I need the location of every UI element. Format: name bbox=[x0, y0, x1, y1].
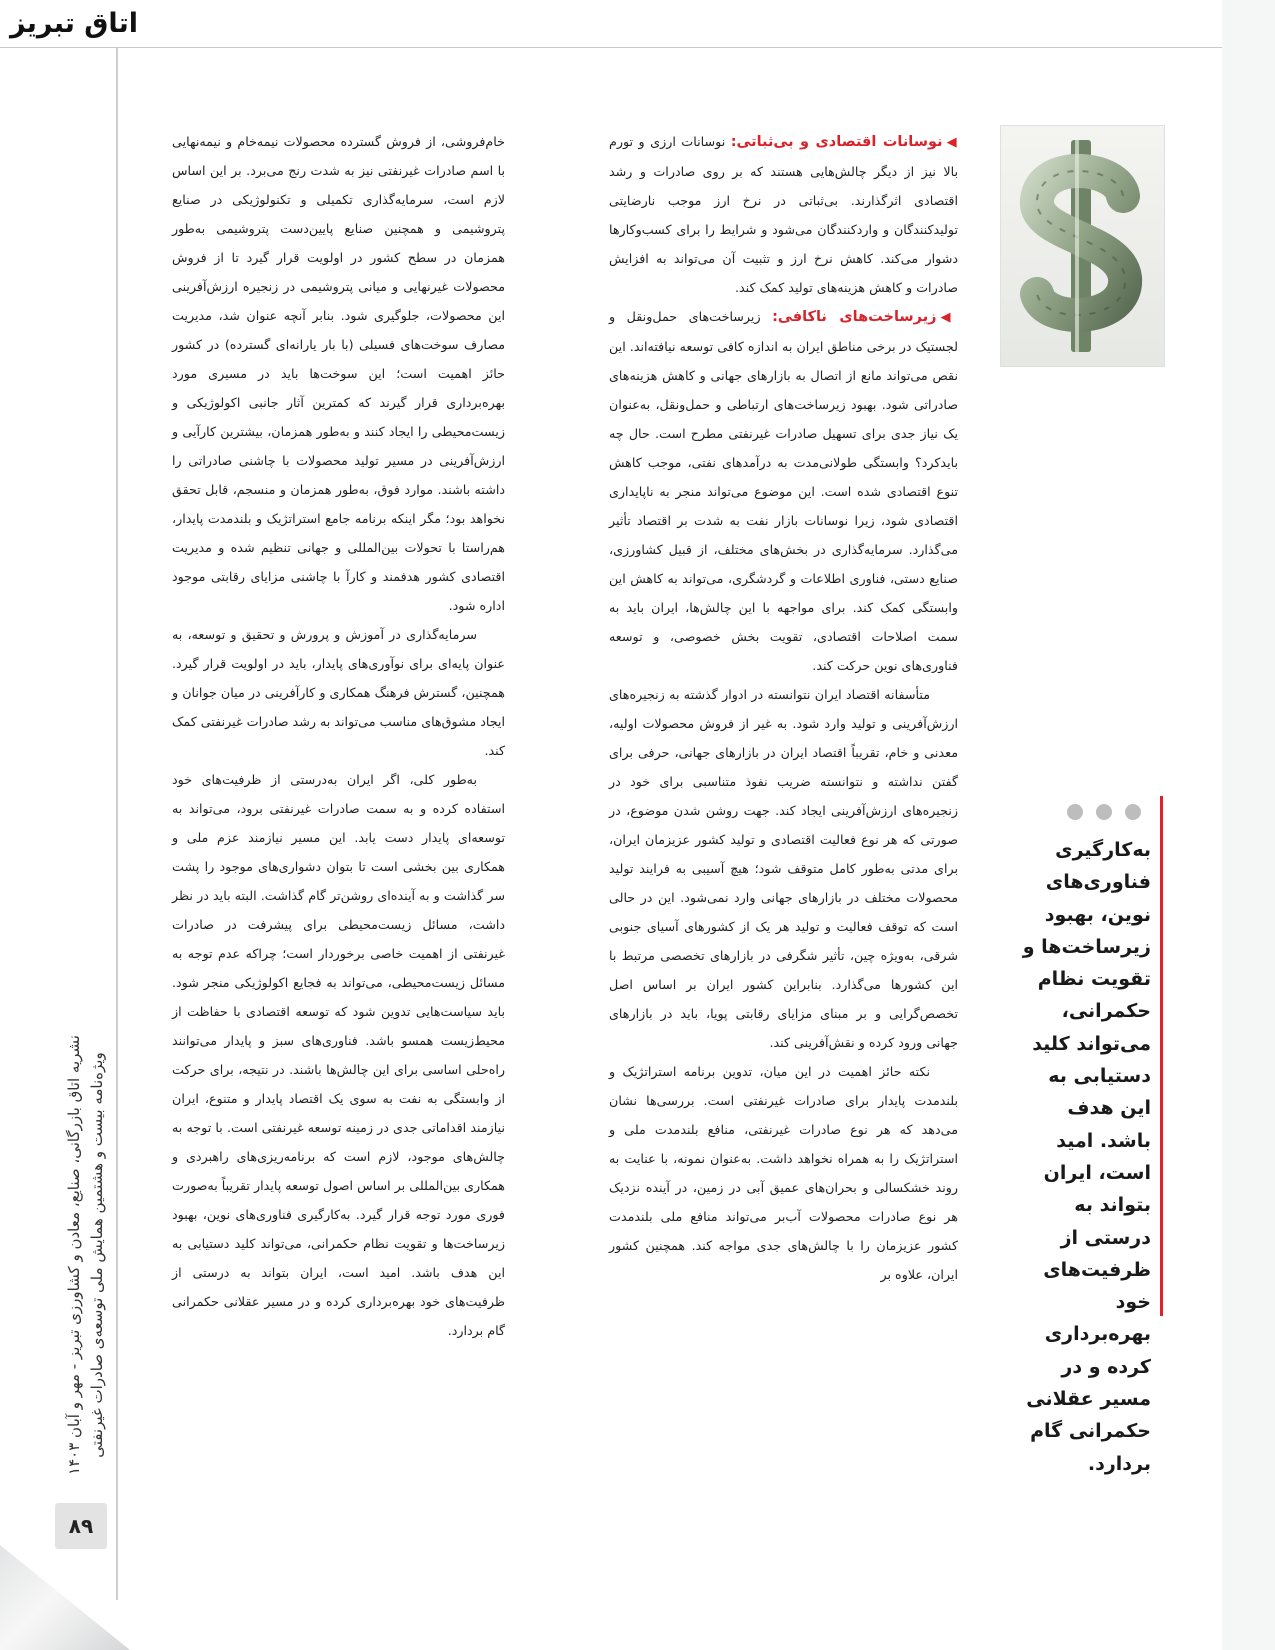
subheading: نوسانات اقتصادی و بی‌ثباتی: bbox=[730, 134, 943, 150]
sidebar-credit bbox=[63, 1035, 109, 1475]
paragraph: خام‌فروشی، از فروش گسترده محصولات نیمه‌خام و نیمه‌نهایی با اسم صادرات غیرنفتی نیز به شدت رنج می‌برد. بر این اساس لازم است، سرمایه‌گذاری تکمیلی و تکنولوژیکی در صنایع پتروشیمی و همچنین صنایع پایین‌دست پتروشیمی به‌طور همزمان در سطح کشور در اولویت قرار گیرد تا از فروش محصولات غیرنهایی و میانی پتروشیمی در زنجیره ارزش‌آفرینی این محصولات، جلوگیری شود. بنابر آنچه عنوان شد، مدیریت مصارف سوخت‌های فسیلی (با بار یارانه‌ای گسترده) در کشور حائز اهمیت است؛ این سوخت‌ها باید در مسیری مورد بهره‌برداری قرار گیرند که کمترین آثار جانبی اکولوژیکی و زیست‌محیطی را ایجاد کنند و به‌طور همزمان، بیشترین کارآیی و ارزش‌آفرینی در مسیر تولید محصولات با چاشنی صادراتی را داشته باشند. موارد فوق، به‌طور همزمان و منسجم، قابل تحقق نخواهد بود؛ مگر اینکه برنامه جامع استراتژیک و بلندمدت پایدار، هم‌راستا با تحولات بین‌المللی و جهانی تنظیم شده و مدیریت اقتصادی کشور هدفمند و کارآ با چاشنی مزایای رقابتی موجود اداره شود. bbox=[172, 134, 505, 613]
paragraph bbox=[609, 302, 958, 680]
paragraph-text: زیرساخت‌های حمل‌ونقل و لجستیک در برخی مناطق ایران به اندازه کافی توسعه نیافته‌اند. این نقص می‌تواند مانع از اتصال به بازارهای جهانی و کاهش هزینه‌های صادراتی شود. بهبود زیرساخت‌های ارتباطی و حمل‌ونقل، به‌عنوان یک نیاز جدی برای تسهیل صادرات غیرنفتی مطرح است. حال چه بایدکرد؟ وابستگی طولانی‌مدت به درآمدهای نفتی، موجب کاهش تنوع اقتصادی شده است. این موضوع می‌تواند منجر به ناپایداری اقتصادی شود، زیرا نوسانات بازار نفت به شدت بر اقتصاد تأثیر می‌گذارد. سرمایه‌گذاری در بخش‌های مختلف، از قبیل کشاورزی، صنایع دستی، فناوری اطلاعات و گردشگری، می‌تواند به کاهش این وابستگی کمک کند. برای مواجهه با این چالش‌ها، ایران باید به سمت اصلاحات اقتصادی، تقویت بخش خصوصی، و توسعه فناوری‌های نوین حرکت کند. bbox=[609, 309, 958, 673]
decorative-dots bbox=[1067, 804, 1141, 820]
article-column-left bbox=[172, 127, 505, 1345]
paragraph bbox=[609, 127, 958, 302]
dot-icon bbox=[1125, 804, 1141, 820]
credit-line-1: نشریه اتاق بازرگانی، صنایع، معادن و کشاورزی تبریز - مهر و آبان ۱۴۰۳ bbox=[65, 1035, 83, 1475]
arrow-bullet-icon: ◀ bbox=[940, 310, 958, 325]
paragraph: به‌طور کلی، اگر ایران به‌درستی از ظرفیت‌های خود استفاده کرده و به سمت صادرات غیرنفتی برود، می‌تواند به توسعه‌ای پایدار دست یابد. این مسیر نیازمند عزم ملی و همکاری بین بخشی است تا بتوان دشواری‌های موجود را پشت سر گذاشت و به آینده‌ای روشن‌تر گام گذاشت. البته باید در نظر داشت، مسائل زیست‌محیطی برای پیشرفت در صادرات غیرنفتی از اهمیت خاصی برخوردار است؛ چراکه عدم توجه به مسائل زیست‌محیطی، می‌تواند به فجایع اکولوژیکی منجر شود. باید سیاست‌هایی تدوین شود که توسعه اقتصادی با حفاظت از محیط‌زیست همسو باشد. فناوری‌های سبز و پایدار می‌توانند راه‌حلی اساسی برای این چالش‌ها باشند. در نتیجه، برای حرکت از وابستگی به نفت به سوی یک اقتصاد پایدار و متنوع، ایران نیازمند اقداماتی جدی در زمینه توسعه غیرنفتی است. با توجه به چالش‌های موجود، لازم است که برنامه‌ریزی‌های راهبردی و همکاری بین‌المللی بر اساس اصول توسعه پایدار تقریباً به‌صورت فوری مورد توجه قرار گیرد. به‌کارگیری فناوری‌های نوین، بهبود زیرساخت‌ها و تقویت نظام حکمرانی، می‌تواند کلید دستیابی به این هدف باشد. امید است، ایران بتواند به درستی از ظرفیت‌های خود بهره‌برداری کرده و در مسیر عقلانی حکمرانی گام بردارد. bbox=[172, 772, 505, 1338]
page-number: ۸۹ bbox=[55, 1503, 107, 1549]
paragraph: متأسفانه اقتصاد ایران نتوانسته در ادوار گذشته به زنجیره‌های ارزش‌آفرینی و تولید وارد شود. به غیر از فروش محصولات اولیه، معدنی و خام، تقریباً اقتصاد ایران در بازارهای جهانی، حرفی برای گفتن نداشته و نتوانسته ضریب نفوذ متناسبی برای خود در زنجیره‌های ارزش‌آفرینی ایجاد کند. جهت روشن شدن موضوع، در صورتی که هر نوع فعالیت اقتصادی و تولید کشور عزیزمان ایران، برای مدتی به‌طور کامل متوقف شود؛ هیچ آسیبی به فرایند تولید محصولات مختلف در بازارهای جهانی وارد نمی‌شود. این در حالی است که توقف فعالیت و تولید هر یک از کشورهای آسیای جنوبی شرقی، به‌ویژه چین، تأثیر شگرفی در بازارهای تخصصی مرتبط با این کشورها می‌گذارد. بنابراین کشور ایران بر اساس اصل تخصص‌گرایی و بر مبنای مزایای رقابتی پویا، باید در بازارهای جهانی ورود کرده و نقش‌آفرینی کند. bbox=[609, 687, 958, 1050]
article-column-middle bbox=[609, 127, 958, 1289]
paragraph: سرمایه‌گذاری در آموزش و پرورش و تحقیق و توسعه، به عنوان پایه‌ای برای نوآوری‌های پایدار، باید در اولویت قرار گیرد. همچنین، گسترش فرهنگ همکاری و کارآفرینی در میان جوانان و ایجاد مشوق‌های مناسب می‌تواند به رشد صادرات غیرنفتی کمک کند. bbox=[172, 627, 505, 758]
sidebar-divider bbox=[116, 48, 118, 1600]
arrow-bullet-icon: ◀ bbox=[946, 135, 958, 150]
header-divider bbox=[0, 47, 1222, 48]
dot-icon bbox=[1067, 804, 1083, 820]
magazine-title: اتاق تبریز bbox=[10, 8, 138, 39]
credit-line-2: ویژه‌نامه بیست و هشتمین همایش ملی توسعه‌ی صادرات غیرنفتی bbox=[88, 1052, 106, 1458]
dollar-sign-money-icon bbox=[1000, 125, 1165, 367]
paragraph: نکته حائز اهمیت در این میان، تدوین برنامه استراتژیک و بلندمدت پایدار برای صادرات غیرنفتی است. بررسی‌ها نشان می‌دهد که هر نوع صادرات غیرنفتی، منافع بلندمدت ملی و استراتژیک را به همراه نخواهد داشت. به‌عنوان نمونه، با عنایت به روند خشکسالی و بحران‌های عمیق آبی در زمین، در آینده نزدیک هر نوع صادرات محصولات آب‌بر می‌تواند منافع ملی بلندمدت کشور عزیزمان را با چالش‌های جدی مواجه کند. همچنین کشور ایران، علاوه بر bbox=[609, 1064, 958, 1282]
pull-quote bbox=[1013, 796, 1163, 1475]
subheading: زیرساخت‌های ناکافی: bbox=[772, 309, 937, 325]
paragraph-text: نوسانات ارزی و تورم بالا نیز از دیگر چالش‌هایی هستند که بر روی صادرات و رشد اقتصادی اثرگذارند. بی‌ثباتی در نرخ ارز موجب نارضایتی تولیدکنندگان و واردکنندگان می‌شود و شرایط را برای کسب‌وکارها دشوار می‌کند. کاهش نرخ ارز و تثبیت آن می‌تواند به افزایش صادرات و کاهش هزینه‌های تولید کمک کند. bbox=[609, 134, 958, 295]
dot-icon bbox=[1096, 804, 1112, 820]
pull-quote-rule bbox=[1160, 796, 1163, 1316]
pull-quote-text: به‌کارگیری فناوری‌های نوین، بهبود زیرساخت‌ها و تقویت نظام حکمرانی، می‌تواند کلید دستیابی به این هدف باشد. امید است، ایران بتواند به درستی از ظرفیت‌های خود بهره‌برداری کرده و در مسیر عقلانی حکمرانی گام بردارد. bbox=[1022, 839, 1151, 1475]
